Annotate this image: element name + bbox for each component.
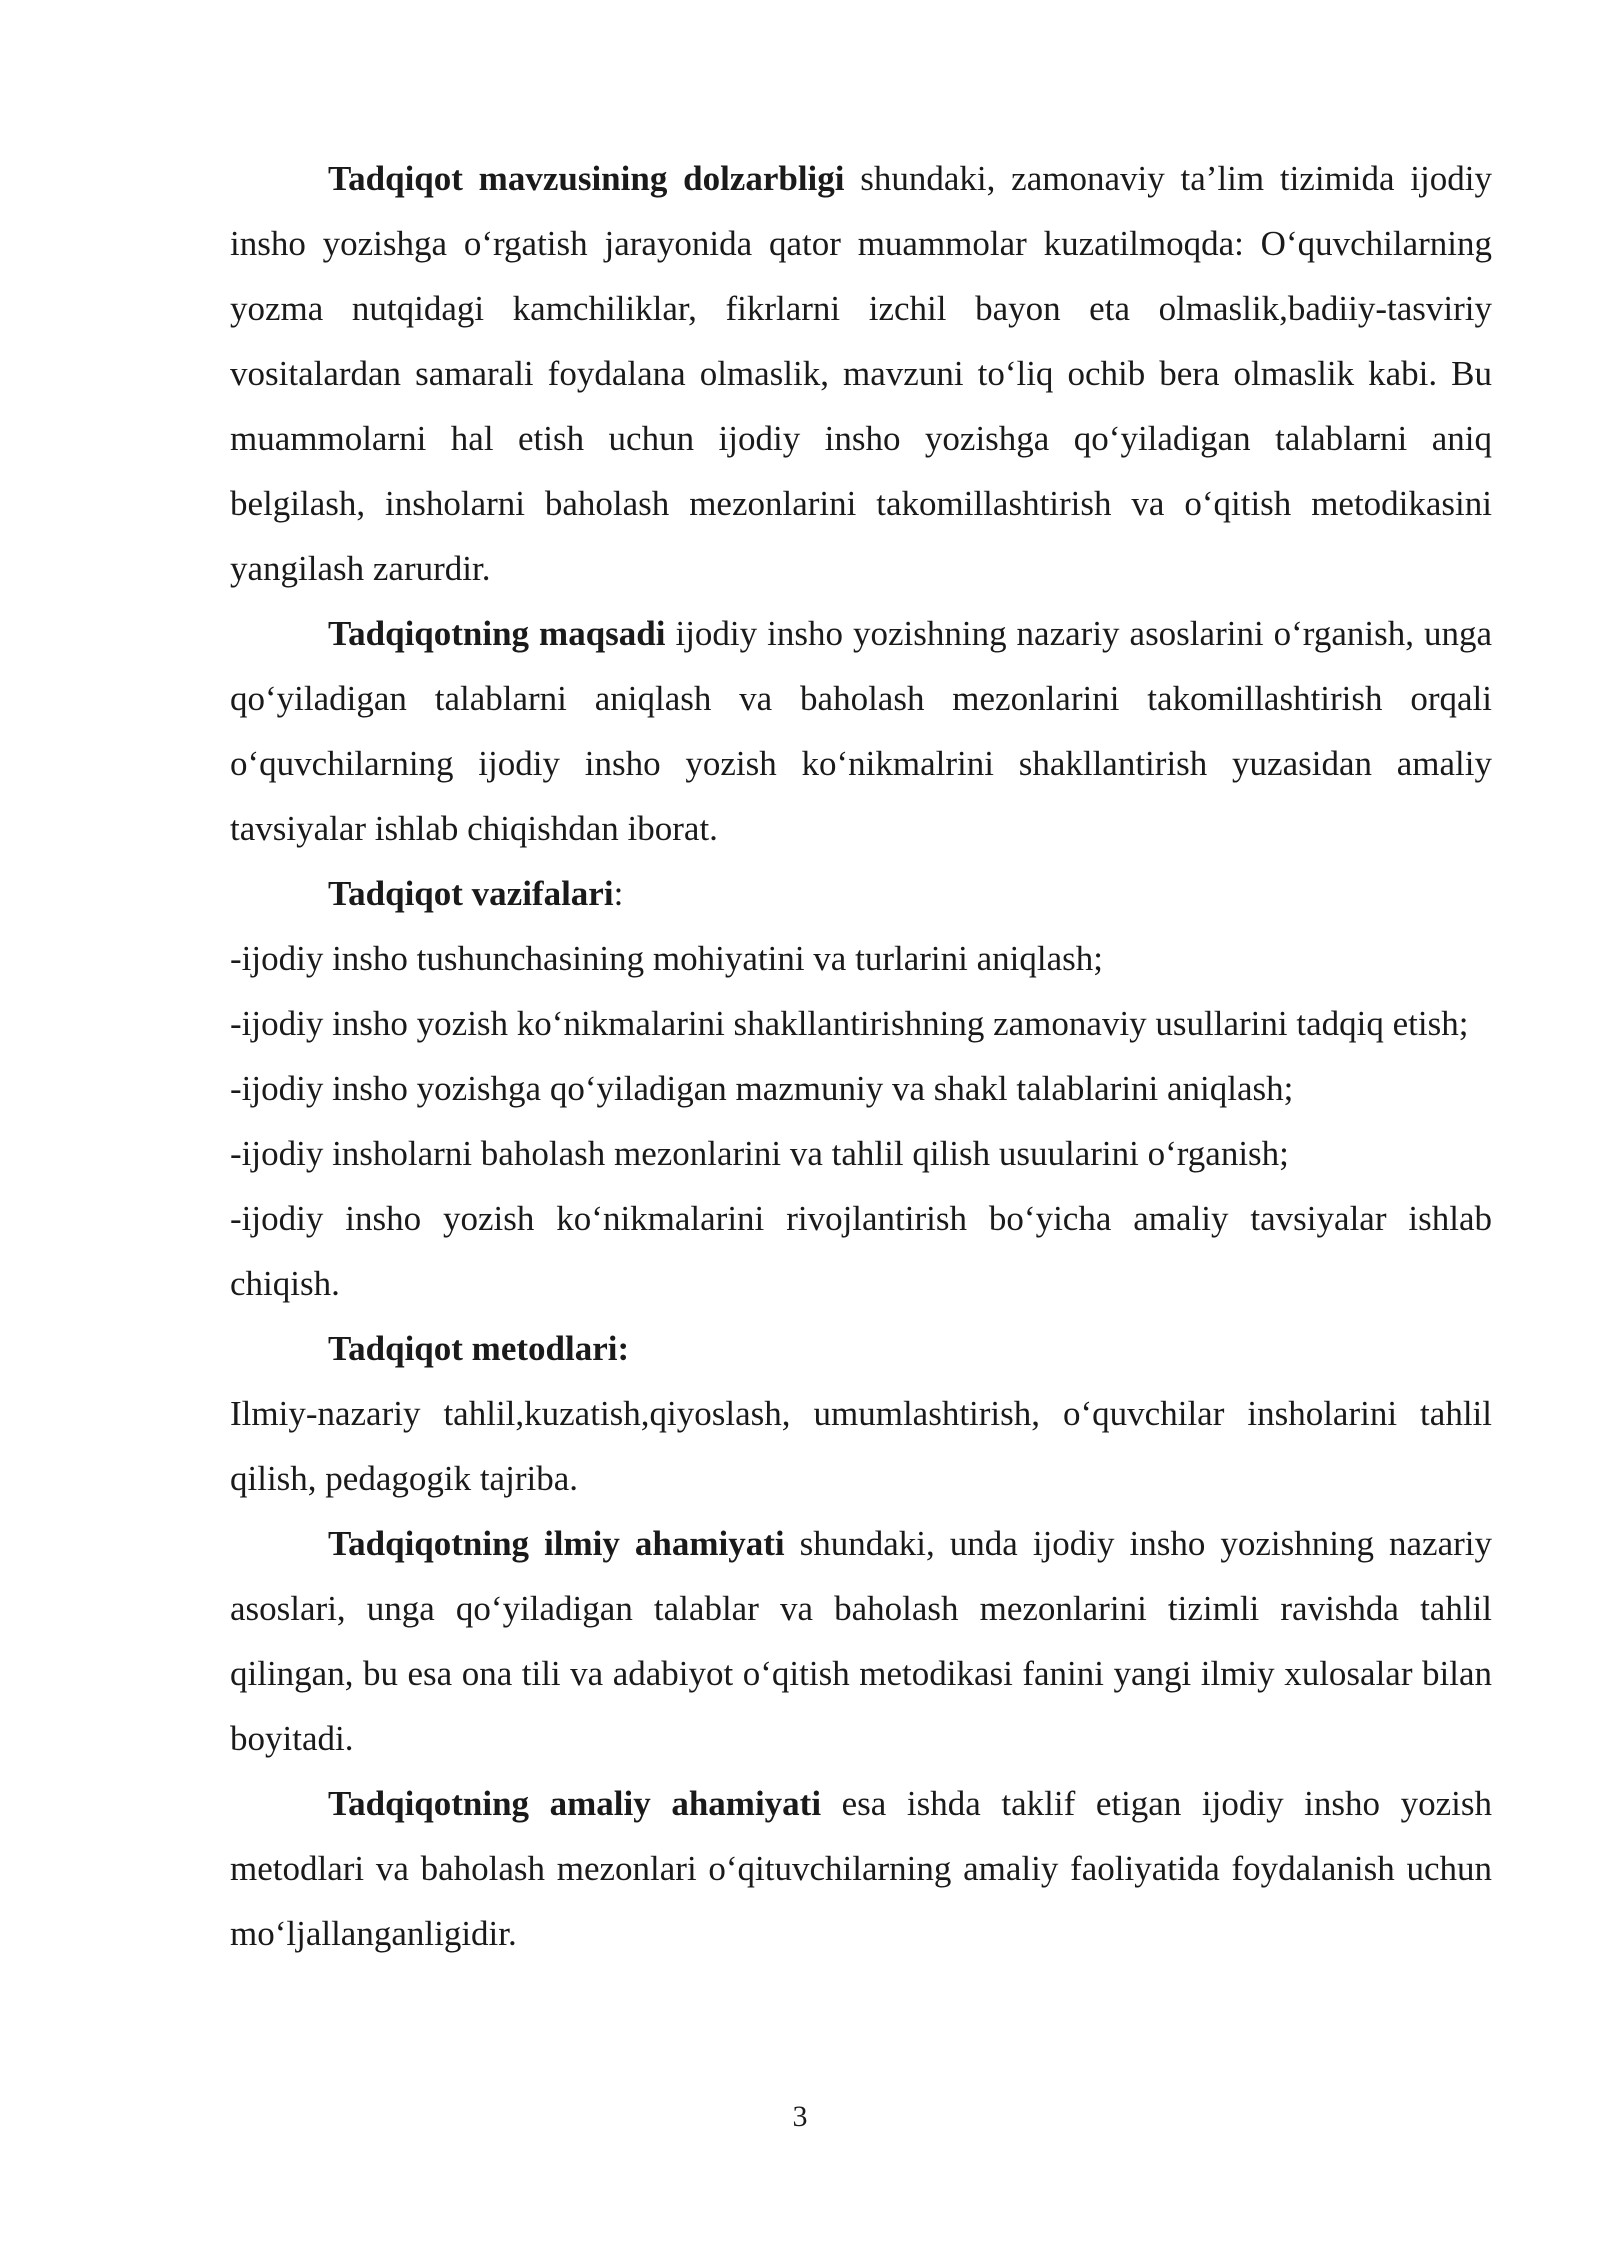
task-item: -ijodiy insho tushunchasining mohiyatini va turlarini aniqlash; [230, 939, 1103, 978]
aim-text: ijodiy insho yozishning nazariy asoslarini o‘rganish, unga qo‘yiladigan talablarni aniqlash va baholash mezonlarini takomillashtirish orqali o‘quvchilarning ijodiy insho yozish ko‘nikmalrini shakllantirish yuzasidan amaliy tavsiyalar ishlab chiqishdan iborat. [230, 614, 1492, 848]
methods-text: Ilmiy-nazariy tahlil,kuzatish,qiyoslash, umumlashtirish, o‘quvchilar insholarini tahlil qilish, pedagogik tajriba. [230, 1394, 1492, 1498]
tasks-heading: Tadqiqot vazifalari [328, 874, 614, 913]
document-body [230, 146, 1492, 1966]
relevance-paragraph [230, 146, 1492, 601]
page-number: 3 [792, 2100, 808, 2133]
task-item: -ijodiy insho yozish ko‘nikmalarini shakllantirishning zamonaviy usullarini tadqiq etish; [230, 1004, 1469, 1043]
scientific-text: shundaki, unda ijodiy insho yozishning nazariy asoslari, unga qo‘yiladigan talablar va baholash mezonlarini tizimli ravishda tahlil qilingan, bu esa ona tili va adabiyot o‘qitish metodikasi fanini yangi ilmiy xulosalar bilan boyitadi. [230, 1524, 1492, 1758]
methods-heading: Tadqiqot metodlari: [328, 1329, 630, 1368]
scientific-paragraph [230, 1511, 1492, 1771]
practical-text: esa ishda taklif etigan ijodiy insho yozish metodlari va baholash mezonlari o‘qituvchilarning amaliy faoliyatida foydalanish uchun mo‘ljallanganligidir. [230, 1784, 1492, 1953]
aim-paragraph [230, 601, 1492, 861]
relevance-text: shundaki, zamonaviy ta’lim tizimida ijodiy insho yozishga o‘rgatish jarayonida qator muammolar kuzatilmoqda: O‘quvchilarning yozma nutqidagi kamchiliklar, fikrlarni izchil bayon eta olmaslik,badiiy-tasviriy vositalardan samarali foydalana olmaslik, mavzuni to‘liq ochib bera olmaslik kabi. Bu muammolarni hal etish uchun ijodiy insho yozishga qo‘yiladigan talablarni aniq belgilash, insholarni baholash mezonlarini takomillashtirish va o‘qitish metodikasini yangilash zarurdir. [230, 159, 1492, 588]
aim-heading: Tadqiqotning maqsadi [328, 614, 666, 653]
practical-paragraph [230, 1771, 1492, 1966]
methods-heading-line [230, 1316, 1492, 1381]
tasks-heading-colon: : [613, 874, 624, 913]
task-item: -ijodiy insho yozish ko‘nikmalarini rivojlantirish bo‘yicha amaliy tavsiyalar ishlab chiqish. [230, 1199, 1492, 1303]
practical-heading: Tadqiqotning amaliy ahamiyati [328, 1784, 822, 1823]
tasks-heading-line [230, 861, 1492, 926]
scientific-heading: Tadqiqotning ilmiy ahamiyati [328, 1524, 785, 1563]
task-item: -ijodiy insho yozishga qo‘yiladigan mazmuniy va shakl talablarini aniqlash; [230, 1069, 1294, 1108]
relevance-heading: Tadqiqot mavzusining dolzarbligi [328, 159, 845, 198]
task-item: -ijodiy insholarni baholash mezonlarini va tahlil qilish usuularini o‘rganish; [230, 1134, 1289, 1173]
